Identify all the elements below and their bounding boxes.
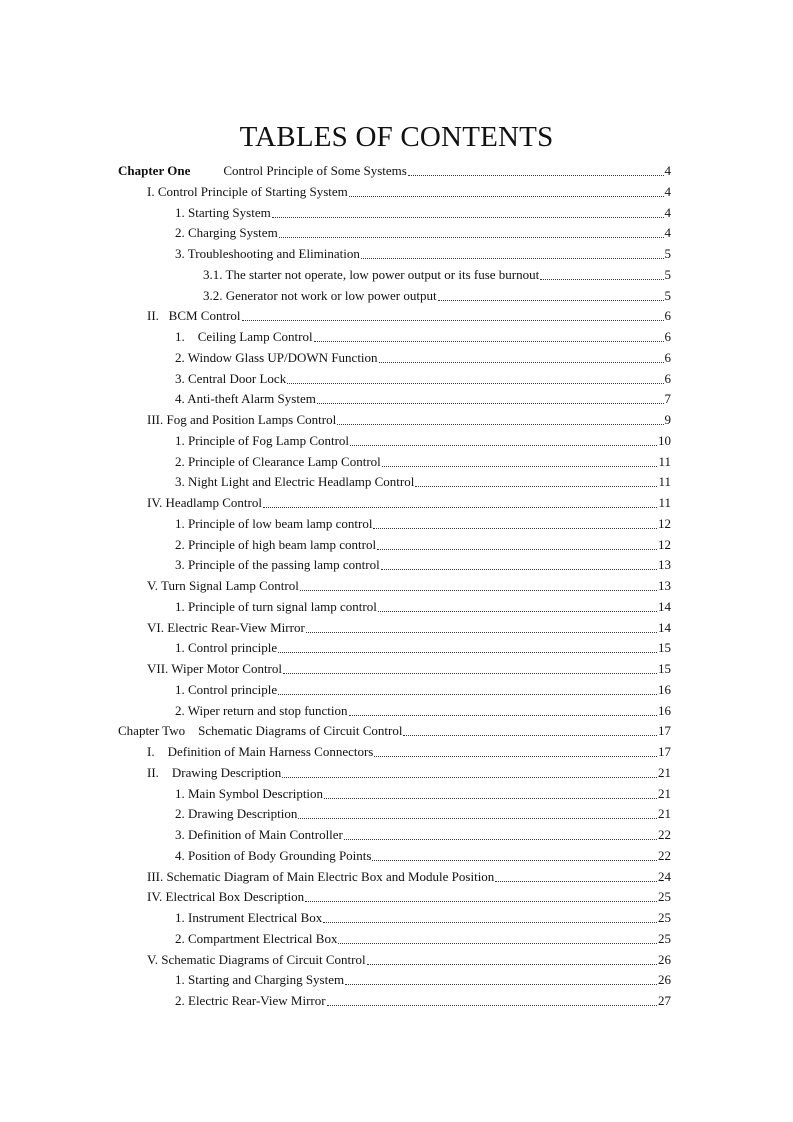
toc-entry-label (175, 930, 337, 948)
dot-leader (367, 963, 657, 965)
toc-entry-label (147, 411, 336, 429)
toc-entry-text: 1. Ceiling Lamp Control (175, 329, 313, 344)
dot-leader (242, 319, 664, 321)
toc-entry[interactable] (147, 761, 671, 782)
toc-entry-label (175, 245, 360, 263)
toc-entry-label (147, 577, 299, 595)
dot-leader (373, 527, 657, 529)
toc-entry-label (175, 639, 277, 657)
toc-page-number: 4 (664, 183, 671, 199)
toc-page-number: 21 (658, 764, 671, 780)
toc-entry[interactable] (175, 512, 671, 533)
toc-page-number: 22 (658, 827, 671, 842)
dot-leader (306, 631, 657, 633)
toc-entry-label (175, 536, 376, 554)
toc-page-number: 15 (658, 661, 671, 676)
toc-entry-label (175, 785, 323, 803)
toc-page-number: 15 (658, 640, 671, 656)
toc-entry-text: 3. Principle of the passing lamp control (175, 557, 380, 573)
toc-entry-text: 3.2. Generator not work or low power output (203, 287, 437, 303)
toc-entry-label (175, 805, 297, 823)
toc-entry-text: 3. Definition of Main Controller (175, 827, 343, 842)
toc-entry[interactable] (147, 865, 671, 886)
toc-page-number: 12 (658, 536, 671, 552)
toc-page-number: 5 (664, 266, 671, 282)
toc-entry-text: III. Fog and Position Lamps Control (147, 412, 337, 427)
toc-entry-text: IV. Headlamp Control (147, 495, 262, 510)
dot-leader (438, 299, 664, 301)
toc-entry[interactable] (175, 242, 671, 263)
toc-entry-text: Control Principle of Some Systems (223, 163, 407, 178)
toc-entry-text: 3. Night Light and Electric Headlamp Control (175, 474, 415, 490)
toc-entry-text: 1. Principle of Fog Lamp Control (175, 432, 350, 448)
toc-entry-text: 1. Principle of low beam lamp control (175, 515, 373, 531)
toc-entry[interactable] (147, 740, 671, 761)
toc-entry-text: 1. Control principle (175, 681, 278, 697)
toc-entry-label (118, 722, 402, 740)
toc-entry[interactable] (175, 782, 671, 803)
toc-page-number: 13 (658, 557, 671, 573)
dot-leader (374, 755, 657, 757)
chapter-prefix: Chapter One (118, 163, 191, 178)
dot-leader (349, 195, 664, 197)
toc-entry[interactable] (147, 180, 671, 201)
toc-entry-text: 1. Main Symbol Description (175, 785, 324, 801)
toc-entry[interactable] (175, 346, 671, 367)
toc-entry-label (147, 888, 304, 906)
toc-entry-label (147, 494, 262, 512)
toc-entry-label (147, 743, 373, 761)
toc-page-number: 26 (658, 951, 671, 967)
dot-leader (415, 485, 657, 487)
toc-entry-text: 2. Wiper return and stop function (175, 702, 348, 718)
toc-page-number: 9 (664, 412, 671, 427)
toc-entry-text: 2. Principle of high beam lamp control (175, 536, 377, 552)
toc-page-number: 4 (664, 163, 671, 178)
toc-entry-label (147, 868, 494, 886)
toc-entry-text: V. Turn Signal Lamp Control (147, 578, 299, 593)
dot-leader (323, 921, 657, 923)
toc-page-number: 14 (658, 619, 671, 635)
toc-entry-label (175, 909, 322, 927)
toc-entry[interactable] (175, 221, 671, 242)
dot-leader (372, 859, 657, 861)
toc-entry-label (175, 992, 326, 1010)
dot-leader (324, 797, 657, 799)
toc-page-number: 5 (664, 246, 671, 261)
toc-entry[interactable] (175, 450, 671, 471)
toc-entry[interactable] (118, 719, 671, 740)
toc-entry[interactable] (175, 678, 671, 699)
toc-page-number: 25 (658, 930, 671, 946)
toc-entry-text: 2. Charging System (175, 225, 278, 241)
toc-page-number: 25 (658, 889, 671, 905)
dot-leader (279, 236, 664, 238)
toc-entry-label (118, 162, 407, 180)
toc-entry-label (175, 598, 377, 616)
toc-entry-label (147, 307, 241, 325)
toc-entry[interactable] (147, 948, 671, 969)
dot-leader (337, 423, 663, 425)
toc-entry[interactable] (175, 802, 671, 823)
dot-leader (408, 174, 664, 176)
toc-entry[interactable] (175, 533, 671, 554)
toc-entry[interactable] (147, 408, 671, 429)
toc-entry-label (175, 473, 414, 491)
toc-entry[interactable] (175, 325, 671, 346)
dot-leader (361, 257, 664, 259)
toc-page-number: 6 (664, 370, 671, 386)
toc-entry-text: 2. Electric Rear-View Mirror (175, 993, 326, 1008)
toc-page-number: 6 (664, 329, 671, 344)
toc-entry-text: II. Drawing Description (147, 764, 282, 780)
toc-page-number: 26 (658, 972, 671, 988)
toc-page-number: 11 (658, 495, 671, 510)
toc-entry-label (203, 266, 539, 284)
dot-leader (278, 651, 657, 653)
dot-leader (381, 568, 657, 570)
dot-leader (345, 983, 657, 985)
toc-entry-text: 3. Central Door Lock (175, 370, 287, 386)
toc-entry-text: 1. Instrument Electrical Box (175, 910, 323, 925)
dot-leader (282, 776, 657, 778)
toc-entry[interactable] (147, 304, 671, 325)
toc-entry-text: VI. Electric Rear-View Mirror (147, 619, 305, 635)
toc-entry-text: 1. Principle of turn signal lamp control (175, 598, 377, 614)
toc-entry-label (175, 328, 313, 346)
page-title: TABLES OF CONTENTS (239, 121, 554, 153)
toc-page-number: 14 (658, 598, 671, 614)
toc-entry-text: IV. Electrical Box Description (147, 889, 305, 905)
toc-entry-label (175, 390, 316, 408)
toc-entry[interactable] (175, 636, 671, 657)
dot-leader (344, 838, 657, 840)
toc-entry-text: VII. Wiper Motor Control (147, 661, 282, 676)
toc-entry-text: I. Definition of Main Harness Connectors (147, 744, 374, 759)
toc-entry[interactable] (175, 429, 671, 450)
dot-leader (382, 465, 658, 467)
toc-page-number: 17 (658, 744, 671, 759)
toc-entry[interactable] (175, 823, 671, 844)
dot-leader (378, 610, 657, 612)
toc-page-number: 4 (664, 204, 671, 220)
toc-page-number: 4 (664, 225, 671, 241)
dot-leader (379, 361, 664, 363)
dot-leader (283, 672, 657, 674)
toc-entry[interactable] (118, 159, 671, 180)
toc-entry[interactable] (175, 201, 671, 222)
toc-entry-text: V. Schematic Diagrams of Circuit Control (147, 951, 366, 967)
toc-page-number: 21 (658, 785, 671, 801)
toc-entry-label (175, 702, 348, 720)
toc-page-number: 27 (658, 993, 671, 1008)
dot-leader (300, 589, 657, 591)
toc-entry-label (175, 826, 343, 844)
toc-page-number: 22 (658, 847, 671, 863)
dot-leader (403, 734, 657, 736)
toc-page-number: 5 (664, 287, 671, 303)
toc-page-number: 24 (658, 868, 671, 884)
dot-leader (272, 216, 664, 218)
toc-page-number: 12 (658, 515, 671, 531)
toc-entry-label (175, 370, 286, 388)
toc-entry[interactable] (175, 387, 671, 408)
toc-entry-text: 3.1. The starter not operate, low power output or its fuse burnout (203, 266, 540, 282)
toc-entry-text: 2. Drawing Description (175, 806, 298, 822)
dot-leader (495, 880, 657, 882)
dot-leader (338, 942, 657, 944)
toc-entry[interactable] (147, 491, 671, 512)
toc-entry-text: 2. Principle of Clearance Lamp Control (175, 453, 381, 469)
toc-page-number: 6 (664, 308, 671, 324)
dot-leader (305, 900, 657, 902)
toc-entry[interactable] (175, 968, 671, 989)
toc-entry[interactable] (175, 844, 671, 865)
toc-entry[interactable] (203, 263, 671, 284)
toc-entry-text: 1. Control principle (175, 640, 278, 656)
toc-page-number: 17 (658, 723, 671, 739)
toc-entry[interactable] (175, 367, 671, 388)
toc-page-number: 16 (658, 681, 671, 697)
toc-page-number: 16 (658, 702, 671, 718)
dot-leader (317, 402, 664, 404)
toc-page-number: 6 (664, 349, 671, 365)
toc-entry-label (147, 951, 366, 969)
toc-entry-label (147, 183, 348, 201)
toc-page-number: 11 (658, 453, 671, 469)
toc-entry-text: 4. Anti-theft Alarm System (175, 391, 316, 407)
toc-entry-label (147, 660, 282, 678)
toc-entry[interactable] (147, 885, 671, 906)
dot-leader (263, 506, 658, 508)
toc-entry-label (175, 432, 349, 450)
toc-entry-label (175, 349, 378, 367)
toc-entry[interactable] (147, 574, 671, 595)
dot-leader (327, 1004, 657, 1006)
toc-entry-label (203, 287, 437, 305)
toc-entry[interactable] (147, 616, 671, 637)
toc-entry-label (175, 556, 380, 574)
toc-entry-text: I. Control Principle of Starting System (147, 183, 348, 199)
dot-leader (278, 693, 657, 695)
toc-entry-text: 2. Compartment Electrical Box (175, 930, 338, 946)
toc-entry-text: Chapter Two Schematic Diagrams of Circuit Control (118, 723, 403, 739)
toc-entry-text: 1. Starting and Charging System (175, 972, 345, 988)
toc-entry-label (175, 515, 372, 533)
dot-leader (349, 714, 657, 716)
toc-entry-label (147, 764, 281, 782)
toc-page-number: 7 (664, 391, 671, 407)
toc-entry[interactable] (175, 906, 671, 927)
dot-leader (298, 817, 657, 819)
toc-entry[interactable] (175, 699, 671, 720)
toc-entry-text: 4. Position of Body Grounding Points (175, 847, 372, 863)
toc-entry-text: 2. Window Glass UP/DOWN Function (175, 349, 378, 365)
toc-entry-text: II. BCM Control (147, 308, 241, 324)
toc-entry[interactable] (147, 657, 671, 678)
toc-entry[interactable] (203, 284, 671, 305)
dot-leader (540, 278, 663, 280)
dot-leader (314, 340, 664, 342)
toc-entry-text: 1. Starting System (175, 204, 271, 220)
dot-leader (287, 382, 663, 384)
toc-entry-text: 3. Troubleshooting and Elimination (175, 246, 360, 261)
toc-entry-label (175, 224, 278, 242)
toc-entry[interactable] (175, 595, 671, 616)
toc-entry-text: III. Schematic Diagram of Main Electric Box and Module Position (147, 868, 495, 884)
toc-entry[interactable] (175, 989, 671, 1010)
toc-entry-label (175, 204, 271, 222)
toc-entry-label (175, 847, 371, 865)
toc-entry[interactable] (175, 553, 671, 574)
toc-entry[interactable] (175, 470, 671, 491)
toc-page-number: 25 (658, 910, 671, 925)
toc-page-number: 13 (658, 578, 671, 593)
toc-page-number: 11 (658, 474, 671, 490)
toc-entry-label (175, 453, 381, 471)
toc-entry-label (175, 681, 277, 699)
toc-page-number: 10 (658, 432, 671, 448)
dot-leader (350, 444, 657, 446)
toc-entry-label (175, 971, 344, 989)
toc-entry[interactable] (175, 927, 671, 948)
toc-entry-label (147, 619, 305, 637)
toc-page-number: 21 (658, 806, 671, 822)
dot-leader (377, 548, 657, 550)
